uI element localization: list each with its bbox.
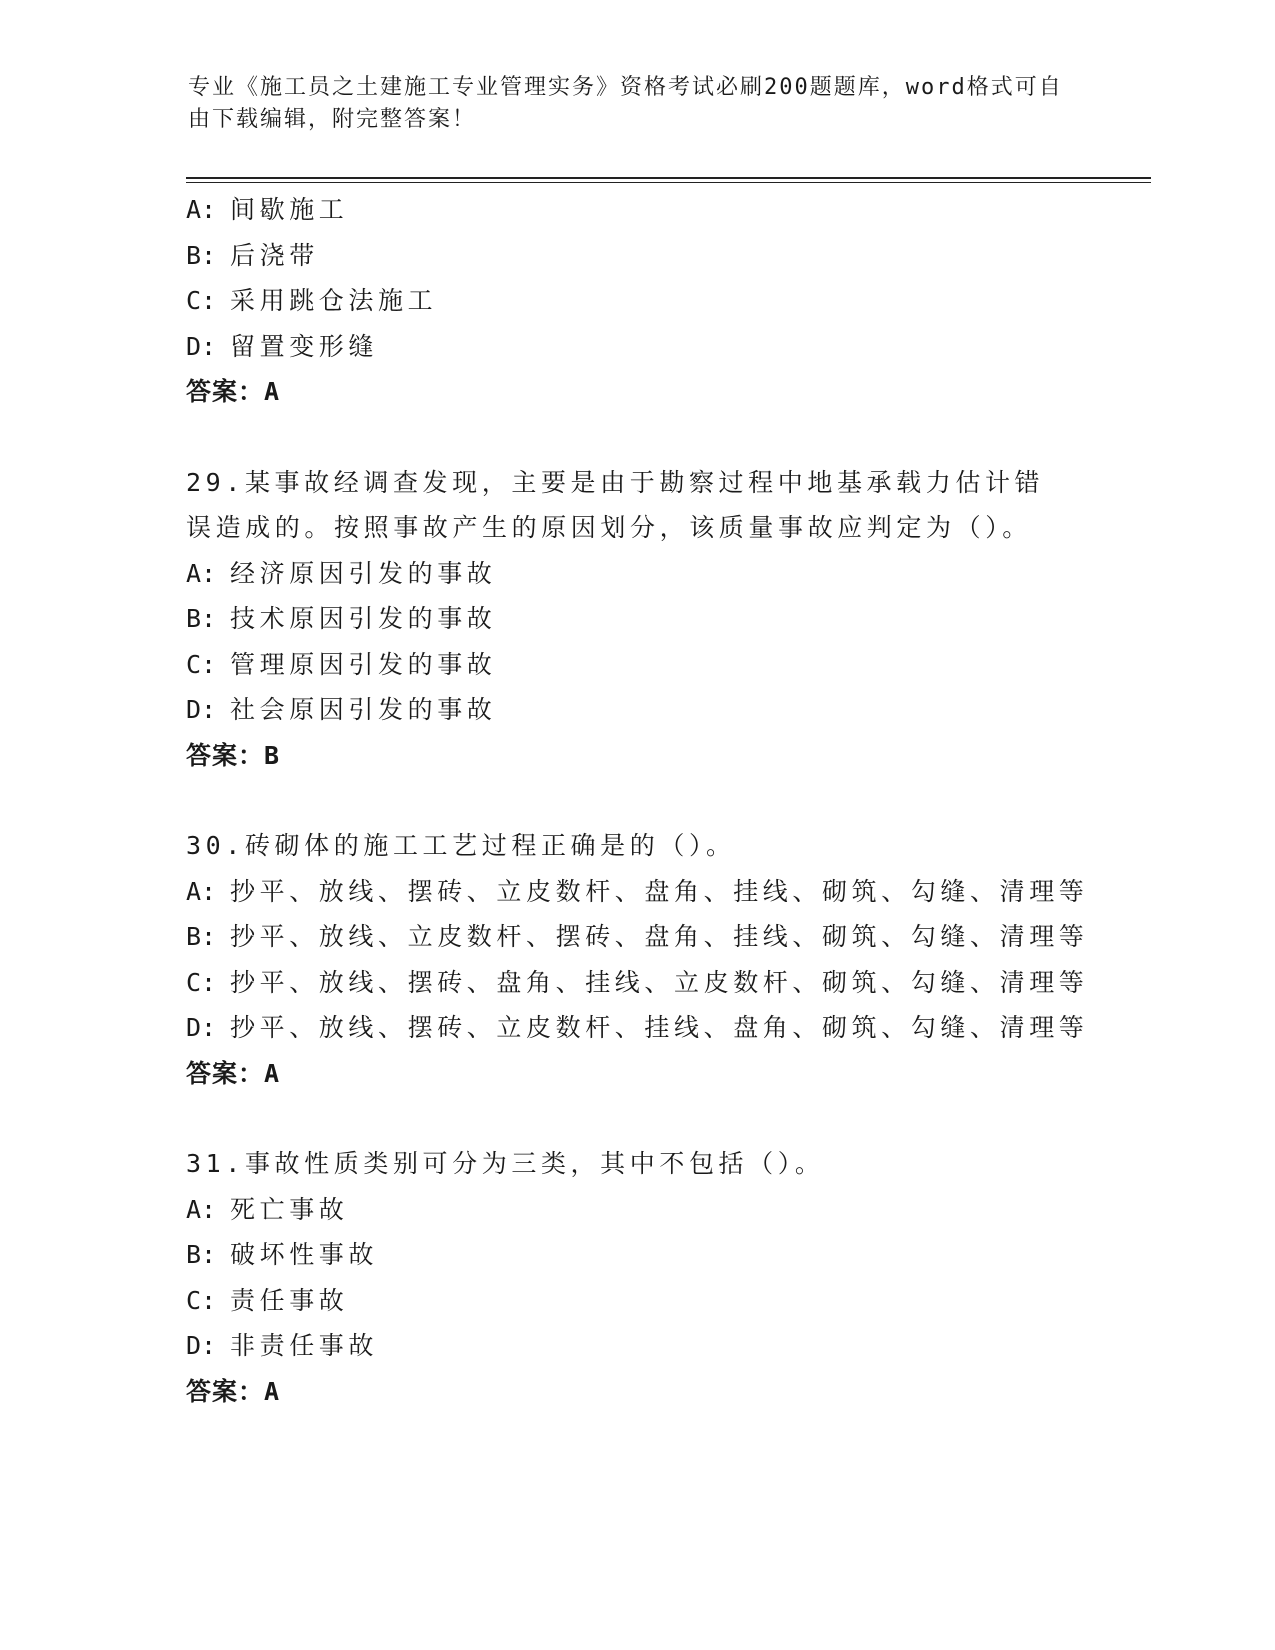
option-key: B: bbox=[186, 1240, 217, 1269]
option-text: 死亡事故 bbox=[230, 1194, 349, 1224]
option-a bbox=[186, 869, 1089, 915]
document-header: 专业《施工员之土建施工专业管理实务》资格考试必刷200题题库，word格式可自由下载编辑，附完整答案！ bbox=[188, 75, 1063, 132]
question-block bbox=[186, 1141, 1086, 1414]
option-b bbox=[186, 596, 1086, 642]
question-stem: 31.事故性质类别可分为三类，其中不包括（）。 bbox=[186, 1149, 825, 1178]
option-text: 抄平、放线、摆砖、立皮数杆、盘角、挂线、砌筑、勾缝、清理等 bbox=[230, 876, 1089, 906]
option-text: 管理原因引发的事故 bbox=[230, 649, 497, 679]
option-c bbox=[186, 642, 1086, 688]
option-c bbox=[186, 960, 1089, 1006]
option-key: B: bbox=[186, 240, 217, 270]
option-c bbox=[186, 1278, 1086, 1324]
option-text: 抄平、放线、摆砖、立皮数杆、挂线、盘角、砌筑、勾缝、清理等 bbox=[230, 1013, 1089, 1042]
option-text: 技术原因引发的事故 bbox=[230, 604, 497, 633]
option-text: 抄平、放线、立皮数杆、摆砖、盘角、挂线、砌筑、勾缝、清理等 bbox=[230, 922, 1089, 951]
answer-line: 答案：A bbox=[186, 1058, 281, 1088]
question-block bbox=[186, 823, 1089, 1096]
option-d bbox=[186, 1323, 1086, 1369]
option-text: 社会原因引发的事故 bbox=[230, 695, 497, 724]
option-b bbox=[186, 233, 1086, 279]
option-key: A: bbox=[186, 876, 217, 906]
option-key: C: bbox=[186, 967, 217, 997]
option-d bbox=[186, 324, 1086, 370]
answer-line: 答案：A bbox=[186, 1376, 281, 1406]
option-key: A: bbox=[186, 1194, 217, 1224]
option-key: B: bbox=[186, 922, 217, 951]
option-key: D: bbox=[186, 695, 217, 724]
option-text: 破坏性事故 bbox=[230, 1240, 379, 1269]
option-key: A: bbox=[186, 195, 217, 224]
option-c bbox=[186, 278, 1086, 324]
option-key: B: bbox=[186, 604, 217, 633]
option-key: D: bbox=[186, 331, 217, 361]
question-block bbox=[186, 187, 1086, 415]
option-key: C: bbox=[186, 286, 217, 315]
option-a bbox=[186, 1187, 1086, 1233]
option-a bbox=[186, 187, 1086, 233]
question-stem: 30.砖砌体的施工工艺过程正确是的（）。 bbox=[186, 831, 736, 860]
question-block bbox=[186, 460, 1086, 779]
question-list bbox=[186, 187, 1089, 1414]
answer-line: 答案：B bbox=[186, 740, 281, 770]
option-key: C: bbox=[186, 1285, 217, 1315]
option-a bbox=[186, 551, 1086, 597]
option-key: C: bbox=[186, 649, 217, 679]
option-text: 留置变形缝 bbox=[230, 331, 379, 361]
option-text: 非责任事故 bbox=[230, 1331, 379, 1360]
option-text: 后浇带 bbox=[230, 240, 319, 270]
question-stem: 29.某事故经调查发现，主要是由于勘察过程中地基承载力估计错误造成的。按照事故产生的原因划分，该质量事故应判定为（）。 bbox=[186, 467, 1045, 542]
option-b bbox=[186, 1232, 1086, 1278]
option-text: 经济原因引发的事故 bbox=[230, 558, 497, 588]
option-d bbox=[186, 687, 1086, 733]
option-b bbox=[186, 914, 1089, 960]
option-text: 采用跳仓法施工 bbox=[230, 286, 438, 315]
answer-line: 答案：A bbox=[186, 377, 281, 406]
option-key: D: bbox=[186, 1331, 217, 1360]
option-text: 责任事故 bbox=[230, 1285, 349, 1315]
header-divider bbox=[186, 177, 1151, 183]
option-key: D: bbox=[186, 1013, 217, 1042]
option-d bbox=[186, 1005, 1089, 1051]
option-text: 间歇施工 bbox=[230, 195, 349, 224]
option-key: A: bbox=[186, 558, 217, 588]
option-text: 抄平、放线、摆砖、盘角、挂线、立皮数杆、砌筑、勾缝、清理等 bbox=[230, 967, 1089, 997]
